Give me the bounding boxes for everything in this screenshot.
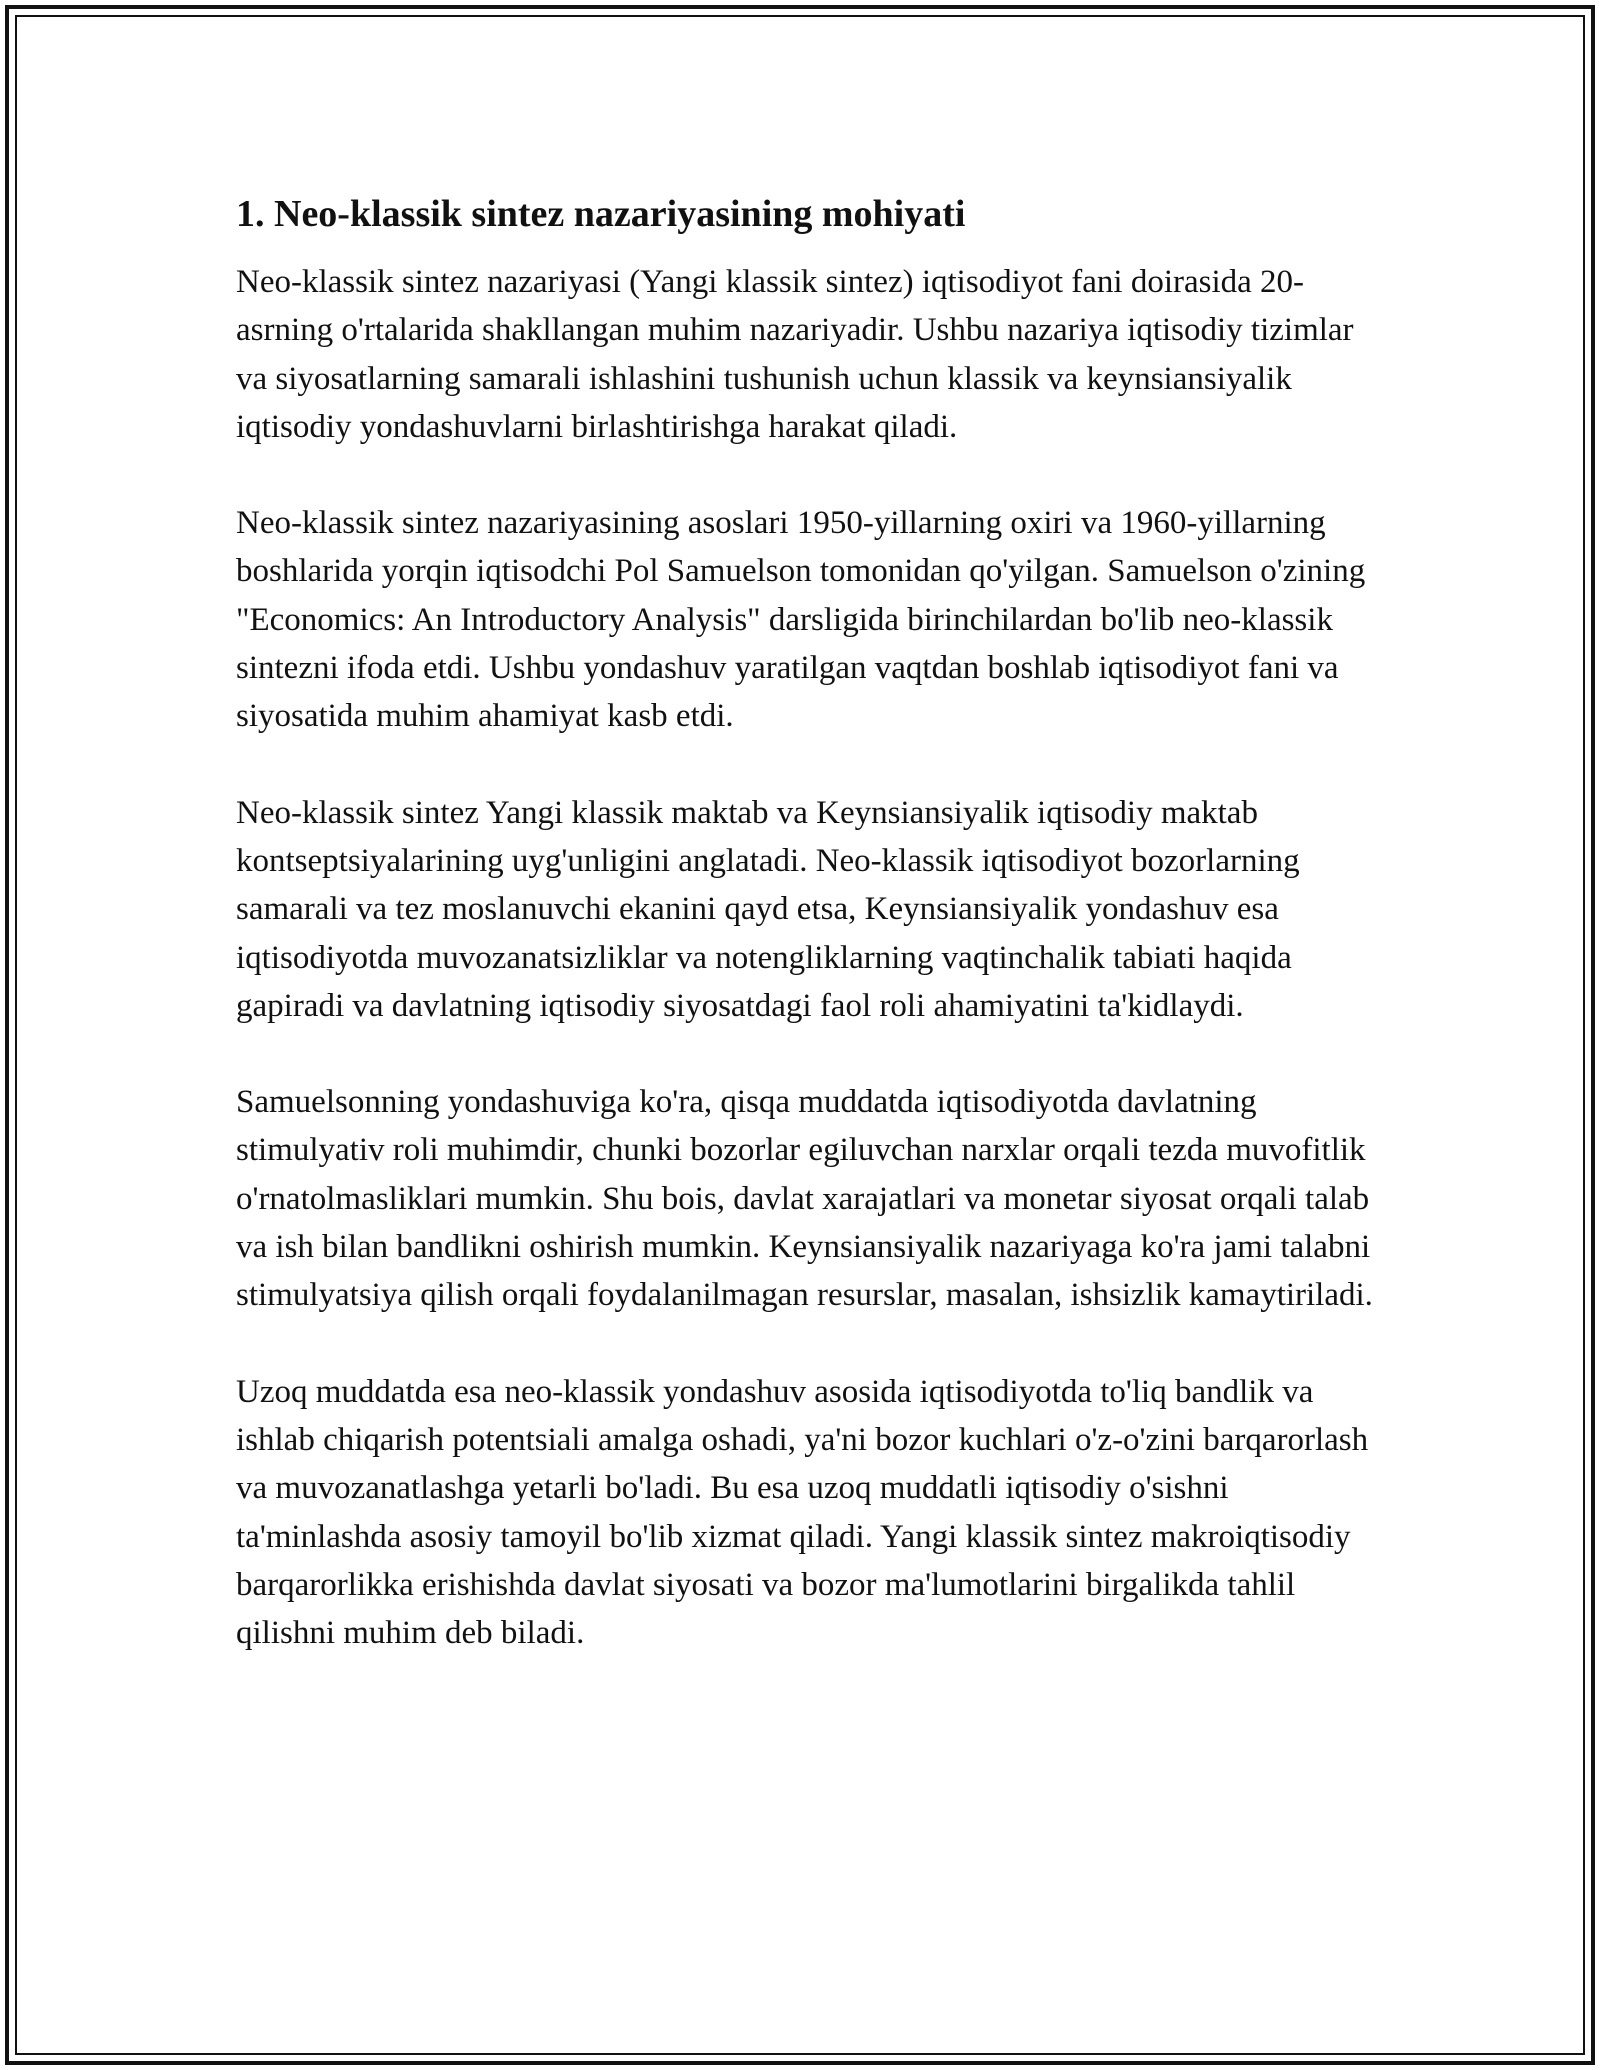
paragraph-5: Uzoq muddatda esa neo-klassik yondashuv asosida iqtisodiyotda to'liq bandlik va ishlab chiqarish potentsiali amalga oshadi, ya'ni bozor kuchlari o'z-o'zini barqarorlash va muvozanatlashga yetarli bo'ladi. Bu esa uzoq muddatli iqtisodiy o'sishni ta'minlashda asosiy tamoyil bo'lib xizmat qiladi. Yangi klassik sintez makroiqtisodiy barqarorlikka erishishda davlat siyosati va bozor ma'lumotlarini birgalikda tahlil qilishni muhim deb biladi. [236, 1373, 1369, 1652]
paragraph-1: Neo-klassik sintez nazariyasi (Yangi klassik sintez) iqtisodiyot fani doirasida 20-asrning o'rtalarida shakllangan muhim nazariyadir. Ushbu nazariya iqtisodiy tizimlar va siyosatlarning samarali ishlashini tushunish uchun klassik va keynsiansiyalik iqtisodiy yondashuvlarni birlashtirishga harakat qiladi. [236, 264, 1354, 445]
paragraph-2: Neo-klassik sintez nazariyasining asoslari 1950-yillarning oxiri va 1960-yillarning boshlarida yorqin iqtisodchi Pol Samuelson tomonidan qo'yilgan. Samuelson o'zining "Economics: An Introductory Analysis" darsligida birinchilardan bo'lib neo-klassik sintezni ifoda etdi. Ushbu yondashuv yaratilgan vaqtdan boshlab iqtisodiyot fani va siyosatida muhim ahamiyat kasb etdi. [236, 505, 1366, 735]
paragraph-3: Neo-klassik sintez Yangi klassik maktab va Keynsiansiyalik iqtisodiy maktab kontseptsiyalarining uyg'unligini anglatadi. Neo-klassik iqtisodiyot bozorlarning samarali va tez moslanuvchi ekanini qayd etsa, Keynsiansiyalik yondashuv esa iqtisodiyotda muvozanatsizliklar va notengliklarning vaqtinchalik tabiati haqida gapiradi va davlatning iqtisodiy siyosatdagi faol roli ahamiyatini ta'kidlaydi. [236, 794, 1300, 1024]
paragraph-4: Samuelsonning yondashuviga ko'ra, qisqa muddatda iqtisodiyotda davlatning stimulyativ roli muhimdir, chunki bozorlar egiluvchan narxlar orqali tezda muvofitlik o'rnatolmasliklari mumkin. Shu bois, davlat xarajatlari va monetar siyosat orqali talab va ish bilan bandlikni oshirish mumkin. Keynsiansiyalik nazariyaga ko'ra jami talabni stimulyatsiya qilish orqali foydalanilmagan resurslar, masalan, ishsizlik kamaytiriladi. [236, 1084, 1373, 1314]
document-body [236, 188, 1376, 1705]
section-heading: 1. Neo-klassik sintez nazariyasining mohiyati [236, 193, 966, 235]
